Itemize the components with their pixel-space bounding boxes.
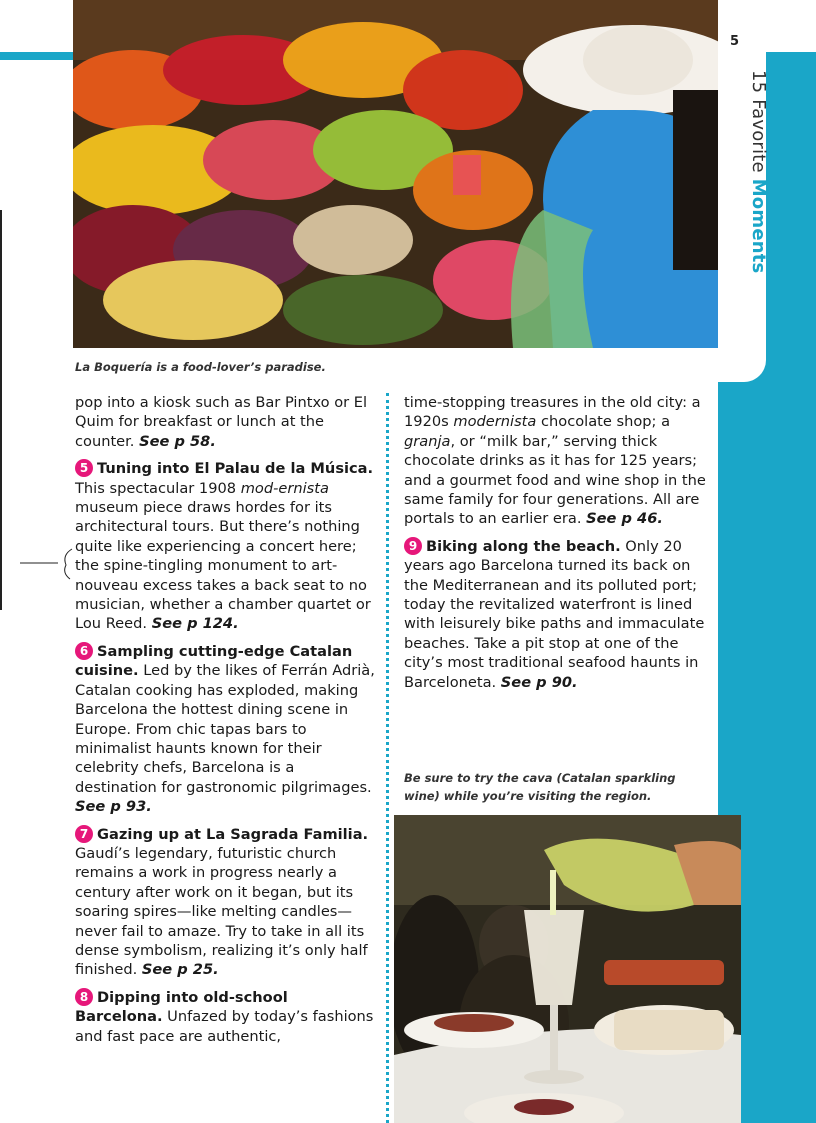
item-body-cont: museum piece draws hordes for its architectural tours. But there’s nothing quite like experiencing a concert here; the spine-tingling monument to art-nouveau excess takes a back seat to no musician, whether a chamber quartet or Lou Reed.: [75, 499, 371, 633]
item-body: This spectacular 1908: [75, 479, 241, 497]
list-item: [75, 988, 380, 1046]
item-emphasis: mod-ernista: [240, 479, 329, 497]
list-item: [75, 459, 380, 634]
list-item: [75, 825, 380, 980]
continued-text: , or “milk bar,” serving thick chocolate drinks as it has for 125 years; and a gourmet food and wine shop in the same family for four generations. All are portals to an earlier era.: [404, 432, 706, 528]
intro-see-ref: See p 58.: [139, 432, 216, 450]
continued-emphasis: modernista: [453, 413, 537, 431]
item-number-badge: 6: [75, 642, 93, 660]
item-heading: Sampling cutting-edge Catalan cuisine.: [75, 642, 353, 680]
photo-caption-bottom: Be sure to try the cava (Catalan sparkling wine) while you’re visiting the region.: [404, 771, 676, 803]
chapter-title-light: 15 Favorite: [748, 70, 769, 179]
cava-photo: [394, 815, 741, 1123]
continued-paragraph: [404, 393, 710, 529]
item-heading: Gazing up at La Sagrada Familia.: [97, 825, 369, 843]
item-see-ref: See p 25.: [141, 961, 219, 979]
left-column: [75, 393, 380, 1054]
item-number-badge: 5: [75, 459, 93, 477]
item-see-ref: See p 93.: [75, 798, 152, 816]
list-item: [404, 537, 710, 692]
intro-text: pop into a kiosk such as Bar Pintxo or El Quim for breakfast or lunch at the counter.: [75, 394, 368, 450]
item-see-ref: See p 90.: [500, 673, 578, 691]
photo-caption-top: La Boquería is a food-lover’s paradise.: [75, 360, 326, 374]
continued-emphasis: granja: [404, 432, 451, 450]
binding-edge-line: [0, 210, 2, 610]
item-number-badge: 7: [75, 825, 93, 843]
page-number: 5: [730, 34, 740, 49]
chapter-title: [748, 70, 769, 273]
market-photo: [73, 0, 718, 348]
item-heading: Biking along the beach.: [426, 537, 621, 555]
teal-band-top: [0, 52, 75, 60]
item-heading: Dipping into old-school Barcelona.: [75, 988, 288, 1026]
item-body: Only 20 years ago Barcelona turned its back on the Mediterranean and its polluted port; today the revitalized waterfront is lined with leisurely bike paths and immaculate beaches. Take a pit stop at one of the city’s most traditional seafood haunts in Barceloneta.: [404, 537, 705, 691]
right-column: [404, 393, 710, 700]
continued-text: time-stopping treasures in the old city: a 1920s: [404, 394, 701, 431]
intro-paragraph: [75, 393, 380, 451]
item-body: Led by the likes of Ferrán Adrià, Catalan cooking has exploded, making Barcelona the hottest dining scene in Europe. From chic tapas bars to minimalist haunts known for their celebrity chefs, Barcelona is a destination for gastronomic pilgrimages.: [75, 662, 375, 796]
column-divider: [386, 393, 389, 1123]
chapter-title-bold: Moments: [748, 178, 769, 274]
continued-see-ref: See p 46.: [586, 510, 663, 528]
item-see-ref: See p 124.: [151, 615, 239, 633]
list-item: [75, 642, 380, 817]
continued-text: chocolate shop; a: [536, 413, 671, 431]
item-body: Unfazed by today’s fashions and fast pace are authentic,: [75, 1008, 374, 1045]
item-number-badge: 8: [75, 988, 93, 1006]
item-heading: Tuning into El Palau de la Música.: [97, 460, 374, 478]
item-body: Gaudí’s legendary, futuristic church remains a work in progress nearly a century after work on it began, but its soaring spires—like melting candles—never fail to amaze. Try to take in all its dense symbolism, realizing it’s only half finished.: [75, 844, 368, 979]
item-number-badge: 9: [404, 537, 422, 555]
